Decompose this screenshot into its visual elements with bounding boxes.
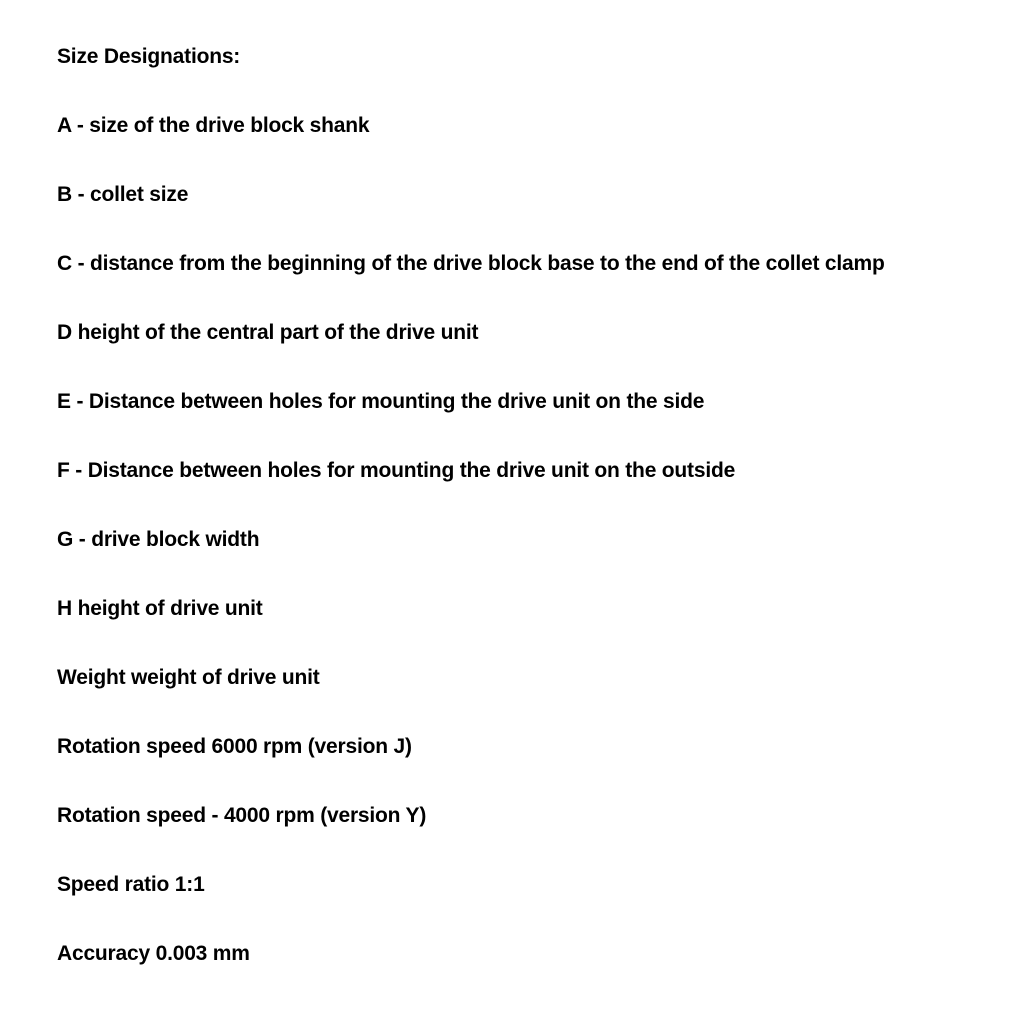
designation-b: B - collet size (57, 183, 189, 206)
rotation-speed-version-y: Rotation speed - 4000 rpm (version Y) (57, 804, 427, 827)
designation-a: A - size of the drive block shank (57, 114, 370, 137)
rotation-speed-version-j: Rotation speed 6000 rpm (version J) (57, 735, 412, 758)
designation-c: C - distance from the beginning of the drive block base to the end of the collet clamp (57, 252, 885, 275)
designation-d: D height of the central part of the drive unit (57, 321, 479, 344)
designation-f: F - Distance between holes for mounting the drive unit on the outside (57, 459, 736, 482)
speed-ratio: Speed ratio 1:1 (57, 873, 205, 896)
accuracy: Accuracy 0.003 mm (57, 942, 250, 965)
size-designations-document (57, 40, 987, 1006)
designation-e: E - Distance between holes for mounting the drive unit on the side (57, 390, 705, 413)
designation-g: G - drive block width (57, 528, 260, 551)
designation-weight: Weight weight of drive unit (57, 666, 320, 689)
designation-h: H height of drive unit (57, 597, 263, 620)
document-heading: Size Designations: (57, 45, 241, 68)
